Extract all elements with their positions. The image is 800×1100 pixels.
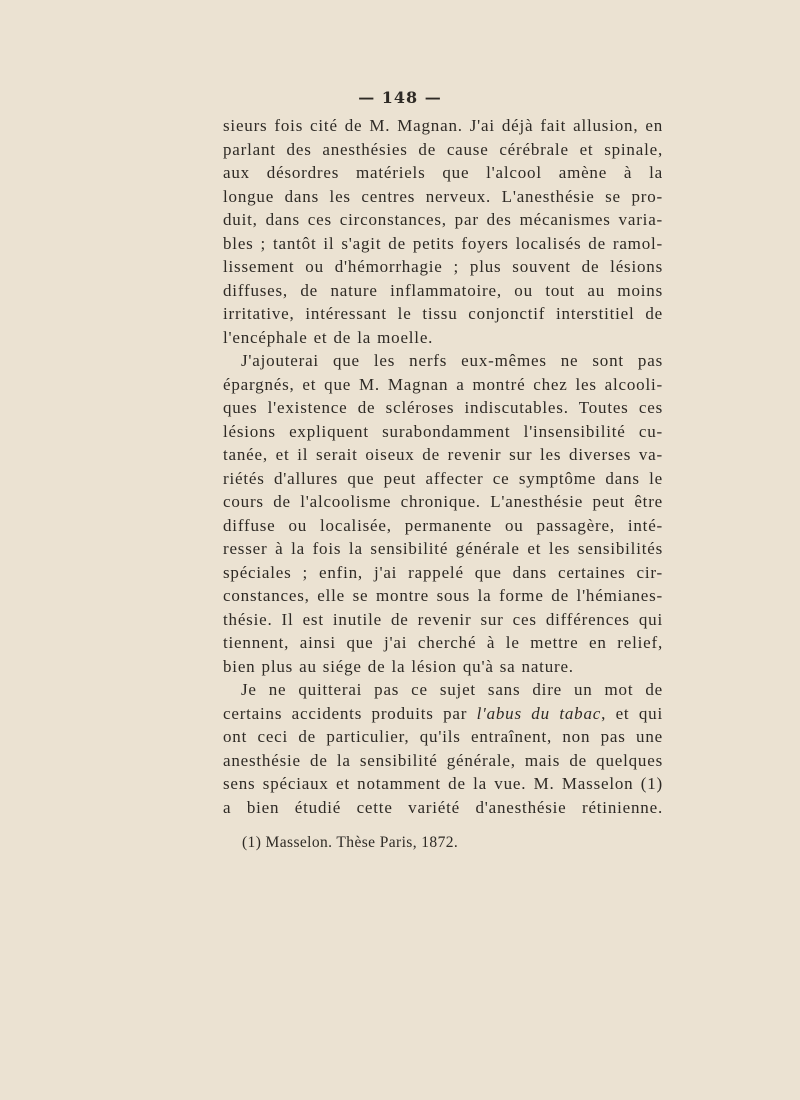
italic-phrase: l'abus du tabac	[476, 703, 602, 723]
footnote: (1) Masselon. Thèse Paris, 1872.	[242, 834, 459, 851]
text-line: irritative, intéressant le tissu conjonctif interstitiel de	[223, 304, 663, 323]
text-line: thésie. Il est inutile de revenir sur ces différences qui	[223, 609, 663, 629]
text-line: sens spéciaux et notamment de la vue. M. Masselon (1)	[223, 774, 663, 793]
text-line: riétés d'allures que peut affecter ce symptôme dans le	[223, 468, 663, 488]
text-line: bles ; tantôt il s'agit de petits foyers localisés de ramol-	[223, 233, 663, 253]
text-line: parlant des anesthésies de cause cérébrale et spinale,	[223, 139, 663, 159]
text-line: spéciales ; enfin, j'ai rappelé que dans certaines cir-	[223, 562, 663, 582]
text-line: diffuse ou localisée, permanente ou passagère, inté-	[223, 515, 663, 535]
text-line: ont ceci de particulier, qu'ils entraînent, non pas une	[223, 727, 663, 746]
paragraph-start-line: Je ne quitterai pas ce sujet sans dire un mot de	[241, 680, 663, 699]
text-segment: certains accidents produits par	[223, 703, 477, 723]
paragraph-end-line: bien plus au siége de la lésion qu'à sa nature.	[223, 656, 574, 676]
text-line: lissement ou d'hémorrhagie ; plus souvent de lésions	[223, 257, 663, 276]
text-line: anesthésie de la sensibilité générale, mais de quelques	[223, 750, 663, 770]
text-line: tiennent, ainsi que j'ai cherché à le mettre en relief,	[223, 633, 663, 652]
paragraph-end-line: l'encéphale et de la moelle.	[223, 327, 434, 347]
text-line: sieurs fois cité de M. Magnan. J'ai déjà fait allusion, en	[223, 116, 663, 135]
text-line: duit, dans ces circonstances, par des mécanismes varia-	[223, 210, 663, 229]
text-line: diffuses, de nature inflammatoire, ou tout au moins	[223, 280, 663, 300]
text-line: tanée, et il serait oiseux de revenir sur les diverses va-	[223, 445, 663, 464]
text-segment: , et qui	[601, 703, 663, 723]
text-line	[223, 702, 663, 726]
text-line: a bien étudié cette variété d'anesthésie rétinienne.	[223, 797, 663, 817]
text-line: longue dans les centres nerveux. L'anesthésie se pro-	[223, 186, 663, 206]
text-line: épargnés, et que M. Magnan a montré chez les alcooli-	[223, 374, 663, 394]
text-line: cours de l'alcoolisme chronique. L'anesthésie peut être	[223, 492, 663, 511]
paragraph-start-line: J'ajouterai que les nerfs eux-mêmes ne sont pas	[241, 351, 663, 370]
text-line: resser à la fois la sensibilité générale et les sensibilités	[223, 539, 663, 558]
text-line: aux désordres matériels que l'alcool amène à la	[223, 163, 663, 182]
body-text	[223, 114, 663, 819]
page-number: — 148 —	[358, 88, 442, 107]
text-line: constances, elle se montre sous la forme de l'hémianes-	[223, 586, 663, 605]
text-line: lésions expliquent surabondamment l'insensibilité cu-	[223, 421, 663, 441]
text-line: ques l'existence de scléroses indiscutables. Toutes ces	[223, 398, 663, 417]
